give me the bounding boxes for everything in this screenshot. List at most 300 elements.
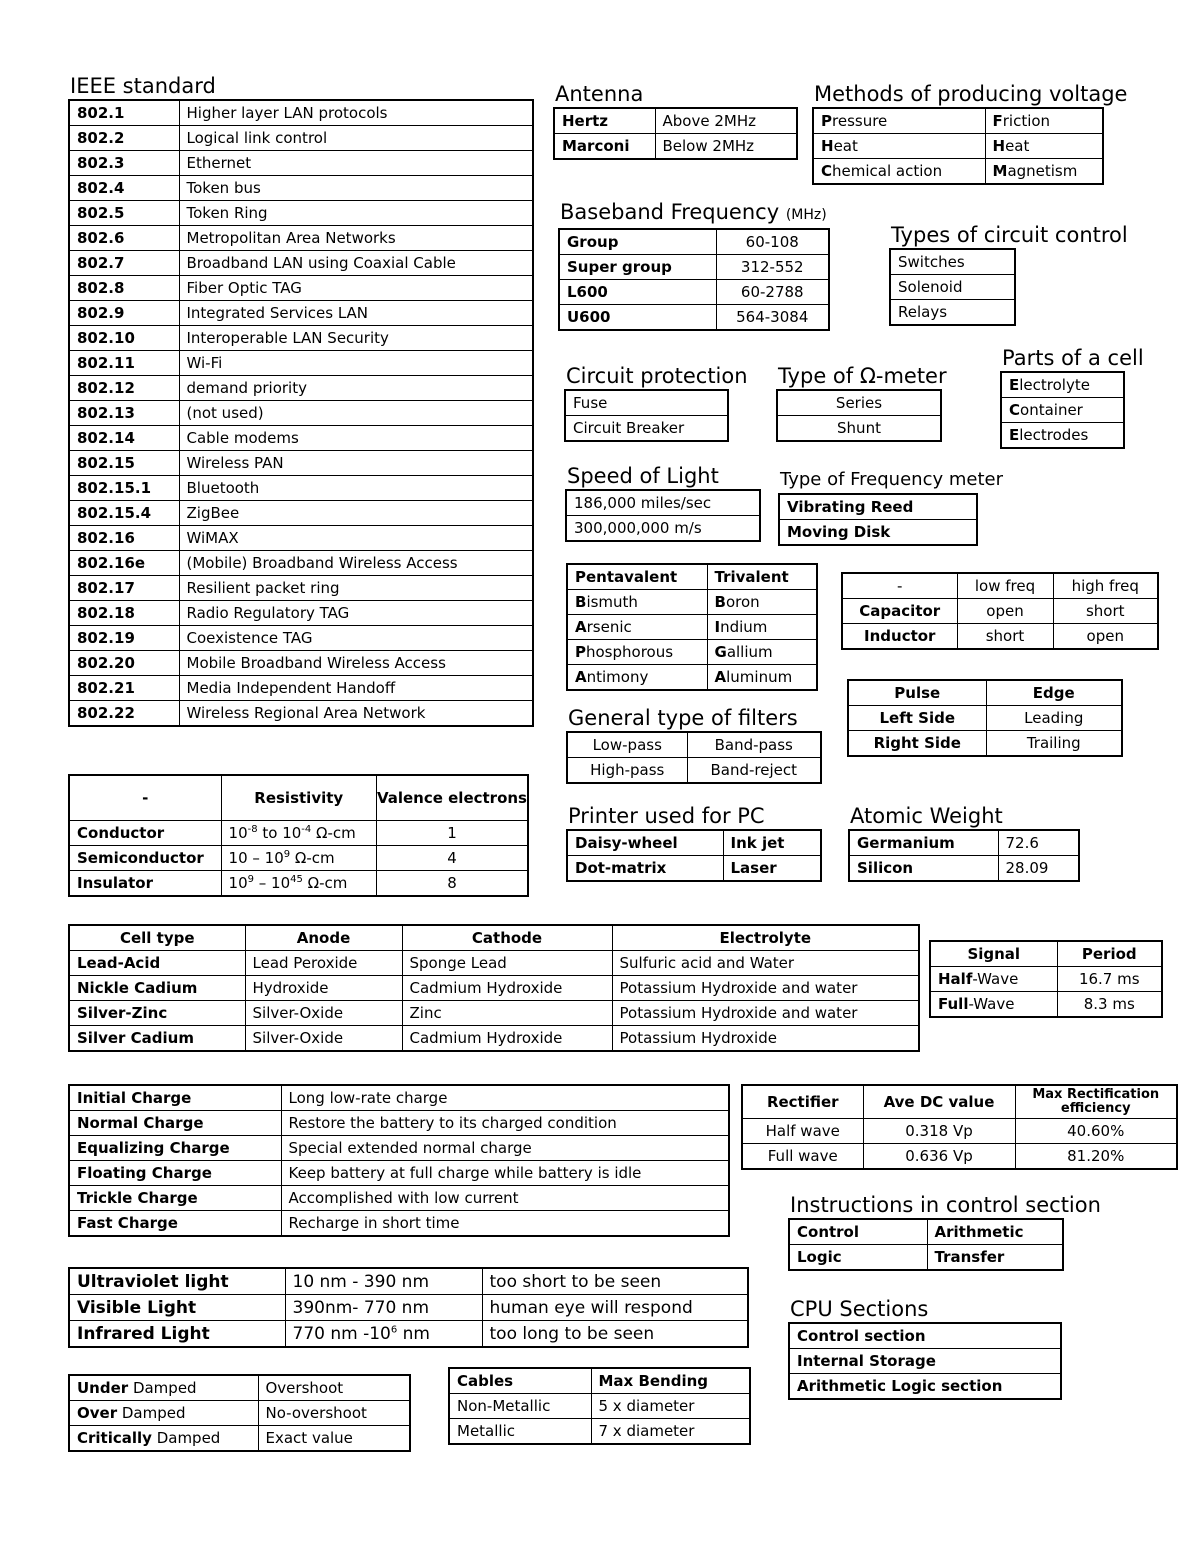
cell-parts-cell: Electrolyte bbox=[1001, 372, 1124, 398]
cells-cell: Cathode bbox=[402, 925, 612, 951]
light-speed-title: Speed of Light bbox=[567, 464, 719, 488]
signal-cell: Full-Wave bbox=[930, 992, 1057, 1018]
materials-cell: 4 bbox=[376, 846, 528, 871]
ieee-cell: 802.16 bbox=[69, 526, 179, 551]
circuit-control-cell: Switches bbox=[890, 249, 1015, 275]
reactance-row bbox=[842, 599, 1158, 624]
cpu-cell: Control section bbox=[789, 1323, 1061, 1349]
ieee-cell: Token Ring bbox=[179, 201, 533, 226]
voltage-row bbox=[813, 134, 1103, 159]
ieee-title: IEEE standard bbox=[70, 74, 216, 98]
ieee-cell: 802.5 bbox=[69, 201, 179, 226]
damping-row bbox=[69, 1375, 410, 1401]
ieee-cell: Wi-Fi bbox=[179, 351, 533, 376]
freq-meter-table bbox=[778, 493, 978, 546]
ieee-cell: Logical link control bbox=[179, 126, 533, 151]
ieee-cell: Coexistence TAG bbox=[179, 626, 533, 651]
atomic-row bbox=[849, 830, 1079, 856]
circuit-control-title: Types of circuit control bbox=[891, 223, 1128, 247]
damping-cell: Critically Damped bbox=[69, 1426, 258, 1452]
ieee-row bbox=[69, 626, 533, 651]
instructions-cell: Arithmetic bbox=[927, 1219, 1063, 1245]
voltage-row bbox=[813, 108, 1103, 134]
cables-section bbox=[448, 1367, 751, 1445]
protection-row bbox=[565, 416, 728, 442]
light-cell: 10 nm - 390 nm bbox=[285, 1268, 482, 1295]
damping-table bbox=[68, 1374, 411, 1452]
valence-table bbox=[566, 563, 818, 691]
cells-cell: Potassium Hydroxide and water bbox=[612, 976, 919, 1001]
baseband-row bbox=[559, 229, 829, 255]
light-speed-row bbox=[566, 516, 760, 542]
cells-cell: Potassium Hydroxide bbox=[612, 1026, 919, 1052]
cables-row bbox=[449, 1394, 750, 1419]
ieee-cell: 802.22 bbox=[69, 701, 179, 727]
cables-cell: Metallic bbox=[449, 1419, 591, 1445]
ieee-cell: 802.16e bbox=[69, 551, 179, 576]
ieee-cell: Media Independent Handoff bbox=[179, 676, 533, 701]
ieee-table bbox=[68, 99, 534, 727]
valence-cell: Indium bbox=[707, 615, 817, 640]
ieee-cell: 802.15.1 bbox=[69, 476, 179, 501]
protection-table bbox=[564, 389, 729, 442]
filters-table bbox=[566, 731, 822, 784]
reactance-cell: open bbox=[957, 599, 1053, 624]
ohmmeter-title: Type of Ω-meter bbox=[778, 364, 947, 388]
valence-row bbox=[567, 665, 817, 691]
charges-cell: Keep battery at full charge while battery is idle bbox=[281, 1161, 729, 1186]
ieee-row bbox=[69, 601, 533, 626]
pulse-cell: Leading bbox=[986, 706, 1122, 731]
baseband-cell: Super group bbox=[559, 255, 716, 280]
cables-row bbox=[449, 1368, 750, 1394]
antenna-cell: Hertz bbox=[554, 108, 655, 134]
atomic-section bbox=[848, 804, 1080, 882]
filters-cell: Band-pass bbox=[687, 732, 821, 758]
pulse-row bbox=[848, 680, 1122, 706]
damping-section bbox=[68, 1374, 411, 1452]
baseband-row bbox=[559, 305, 829, 331]
signal-cell: Signal bbox=[930, 941, 1057, 967]
ieee-row bbox=[69, 526, 533, 551]
valence-section bbox=[566, 563, 818, 691]
ieee-row bbox=[69, 701, 533, 727]
printer-section bbox=[566, 804, 822, 882]
reactance-cell: Inductor bbox=[842, 624, 957, 650]
cpu-section bbox=[788, 1297, 1062, 1400]
antenna-cell: Below 2MHz bbox=[655, 134, 797, 160]
signal-cell: 8.3 ms bbox=[1057, 992, 1162, 1018]
light-row bbox=[69, 1268, 748, 1295]
cells-row bbox=[69, 925, 919, 951]
instructions-section bbox=[788, 1193, 1101, 1271]
voltage-row bbox=[813, 159, 1103, 185]
filters-row bbox=[567, 732, 821, 758]
cells-cell: Silver-Zinc bbox=[69, 1001, 245, 1026]
ieee-cell: 802.3 bbox=[69, 151, 179, 176]
instructions-table bbox=[788, 1218, 1064, 1271]
cables-table bbox=[448, 1367, 751, 1445]
protection-section bbox=[564, 364, 748, 442]
ieee-cell: Bluetooth bbox=[179, 476, 533, 501]
circuit-control-row bbox=[890, 275, 1015, 300]
ieee-row bbox=[69, 126, 533, 151]
rectifier-section bbox=[741, 1084, 1178, 1170]
light-speed-row bbox=[566, 490, 760, 516]
charges-cell: Initial Charge bbox=[69, 1085, 281, 1111]
materials-cell: $10^9 - 10^{45}$ Ω-cm bbox=[221, 871, 376, 897]
materials-cell: Conductor bbox=[69, 821, 221, 846]
ieee-row bbox=[69, 651, 533, 676]
valence-cell: Arsenic bbox=[567, 615, 707, 640]
ieee-cell: 802.19 bbox=[69, 626, 179, 651]
valence-cell: Trivalent bbox=[707, 564, 817, 590]
cells-cell: Anode bbox=[245, 925, 402, 951]
charges-row bbox=[69, 1136, 729, 1161]
valence-row bbox=[567, 615, 817, 640]
cells-cell: Zinc bbox=[402, 1001, 612, 1026]
ieee-row bbox=[69, 476, 533, 501]
ieee-cell: 802.6 bbox=[69, 226, 179, 251]
atomic-table bbox=[848, 829, 1080, 882]
materials-table bbox=[68, 774, 529, 897]
circuit-control-section bbox=[889, 223, 1128, 326]
rectifier-row bbox=[742, 1144, 1177, 1170]
ieee-row bbox=[69, 676, 533, 701]
cpu-row bbox=[789, 1349, 1061, 1374]
ieee-row bbox=[69, 226, 533, 251]
printer-table bbox=[566, 829, 822, 882]
ieee-cell: 802.7 bbox=[69, 251, 179, 276]
ieee-cell: Mobile Broadband Wireless Access bbox=[179, 651, 533, 676]
ieee-cell: demand priority bbox=[179, 376, 533, 401]
valence-row bbox=[567, 590, 817, 615]
ohmmeter-row bbox=[777, 416, 941, 442]
ieee-row bbox=[69, 551, 533, 576]
signal-row bbox=[930, 967, 1162, 992]
ieee-cell: ZigBee bbox=[179, 501, 533, 526]
ieee-cell: 802.15 bbox=[69, 451, 179, 476]
light-cell: Visible Light bbox=[69, 1295, 285, 1321]
instructions-cell: Transfer bbox=[927, 1245, 1063, 1271]
freq-meter-cell: Vibrating Reed bbox=[779, 494, 977, 520]
printer-cell: Laser bbox=[723, 856, 821, 882]
printer-row bbox=[567, 856, 821, 882]
ieee-row bbox=[69, 201, 533, 226]
protection-title: Circuit protection bbox=[566, 364, 748, 388]
rectifier-table bbox=[741, 1084, 1178, 1170]
instructions-cell: Control bbox=[789, 1219, 927, 1245]
reactance-row bbox=[842, 624, 1158, 650]
ieee-row bbox=[69, 376, 533, 401]
cells-table bbox=[68, 924, 920, 1052]
cells-cell: Cadmium Hydroxide bbox=[402, 1026, 612, 1052]
ohmmeter-section bbox=[776, 364, 947, 442]
antenna-row bbox=[554, 108, 797, 134]
atomic-cell: Silicon bbox=[849, 856, 998, 882]
ieee-cell: 802.15.4 bbox=[69, 501, 179, 526]
filters-row bbox=[567, 758, 821, 784]
light-cell: 390nm- 770 nm bbox=[285, 1295, 482, 1321]
printer-title: Printer used for PC bbox=[568, 804, 765, 828]
ieee-cell: Cable modems bbox=[179, 426, 533, 451]
freq-meter-row bbox=[779, 494, 977, 520]
pulse-cell: Left Side bbox=[848, 706, 986, 731]
ieee-section bbox=[68, 74, 534, 727]
ieee-cell: Resilient packet ring bbox=[179, 576, 533, 601]
cpu-cell: Internal Storage bbox=[789, 1349, 1061, 1374]
ohmmeter-row bbox=[777, 390, 941, 416]
materials-row bbox=[69, 821, 528, 846]
baseband-cell: L600 bbox=[559, 280, 716, 305]
baseband-cell: U600 bbox=[559, 305, 716, 331]
valence-cell: Antimony bbox=[567, 665, 707, 691]
ieee-cell: 802.1 bbox=[69, 100, 179, 126]
ieee-row bbox=[69, 301, 533, 326]
cables-cell: 5 x diameter bbox=[591, 1394, 750, 1419]
damping-row bbox=[69, 1426, 410, 1452]
ieee-row bbox=[69, 100, 533, 126]
reactance-cell: short bbox=[1053, 599, 1158, 624]
signal-row bbox=[930, 941, 1162, 967]
materials-cell: $10 - 10^9$ Ω-cm bbox=[221, 846, 376, 871]
cells-section bbox=[68, 924, 920, 1052]
cables-row bbox=[449, 1419, 750, 1445]
ieee-row bbox=[69, 251, 533, 276]
rectifier-row bbox=[742, 1119, 1177, 1144]
ieee-cell: 802.4 bbox=[69, 176, 179, 201]
charges-cell: Special extended normal charge bbox=[281, 1136, 729, 1161]
ieee-row bbox=[69, 501, 533, 526]
reactance-cell: Capacitor bbox=[842, 599, 957, 624]
cells-cell: Cell type bbox=[69, 925, 245, 951]
damping-cell: Overshoot bbox=[258, 1375, 410, 1401]
baseband-cell: 60-2788 bbox=[716, 280, 829, 305]
voltage-cell: Chemical action bbox=[813, 159, 985, 185]
rectifier-cell: 40.60% bbox=[1015, 1119, 1177, 1144]
filters-title: General type of filters bbox=[568, 706, 798, 730]
protection-cell: Circuit Breaker bbox=[565, 416, 728, 442]
filters-cell: Low-pass bbox=[567, 732, 687, 758]
printer-cell: Dot-matrix bbox=[567, 856, 723, 882]
materials-cell: Valence electrons bbox=[376, 775, 528, 821]
ieee-row bbox=[69, 326, 533, 351]
damping-cell: Under Damped bbox=[69, 1375, 258, 1401]
valence-cell: Aluminum bbox=[707, 665, 817, 691]
light-speed-cell: 300,000,000 m/s bbox=[566, 516, 760, 542]
baseband-unit: (MHz) bbox=[785, 207, 827, 223]
protection-row bbox=[565, 390, 728, 416]
cell-parts-cell: Container bbox=[1001, 398, 1124, 423]
rectifier-row bbox=[742, 1085, 1177, 1119]
antenna-row bbox=[554, 134, 797, 160]
cells-cell: Nickle Cadium bbox=[69, 976, 245, 1001]
baseband-title bbox=[560, 200, 830, 227]
light-speed-table bbox=[565, 489, 761, 542]
cell-parts-row bbox=[1001, 423, 1124, 449]
printer-cell: Ink jet bbox=[723, 830, 821, 856]
charges-cell: Trickle Charge bbox=[69, 1186, 281, 1211]
light-cell: Ultraviolet light bbox=[69, 1268, 285, 1295]
freq-meter-row bbox=[779, 520, 977, 546]
ieee-cell: Metropolitan Area Networks bbox=[179, 226, 533, 251]
ieee-cell: Ethernet bbox=[179, 151, 533, 176]
materials-row bbox=[69, 871, 528, 897]
damping-cell: Over Damped bbox=[69, 1401, 258, 1426]
ieee-cell: (Mobile) Broadband Wireless Access bbox=[179, 551, 533, 576]
damping-cell: Exact value bbox=[258, 1426, 410, 1452]
charges-table bbox=[68, 1084, 730, 1237]
cells-cell: Silver Cadium bbox=[69, 1026, 245, 1052]
ieee-row bbox=[69, 351, 533, 376]
cell-parts-table bbox=[1000, 371, 1125, 449]
materials-row bbox=[69, 775, 528, 821]
ieee-cell: 802.9 bbox=[69, 301, 179, 326]
baseband-row bbox=[559, 255, 829, 280]
charges-row bbox=[69, 1085, 729, 1111]
charges-cell: Long low-rate charge bbox=[281, 1085, 729, 1111]
instructions-row bbox=[789, 1219, 1063, 1245]
cells-cell: Lead-Acid bbox=[69, 951, 245, 976]
pulse-row bbox=[848, 706, 1122, 731]
ieee-cell: Higher layer LAN protocols bbox=[179, 100, 533, 126]
baseband-title-text: Baseband Frequency bbox=[560, 200, 780, 224]
ieee-cell: 802.14 bbox=[69, 426, 179, 451]
light-row bbox=[69, 1321, 748, 1348]
printer-cell: Daisy-wheel bbox=[567, 830, 723, 856]
rectifier-cell: 0.636 Vp bbox=[863, 1144, 1015, 1170]
circuit-control-table bbox=[889, 248, 1016, 326]
materials-cell: 8 bbox=[376, 871, 528, 897]
charges-cell: Equalizing Charge bbox=[69, 1136, 281, 1161]
ieee-cell: Fiber Optic TAG bbox=[179, 276, 533, 301]
pulse-row bbox=[848, 731, 1122, 757]
ieee-cell: Radio Regulatory TAG bbox=[179, 601, 533, 626]
damping-row bbox=[69, 1401, 410, 1426]
light-cell: too short to be seen bbox=[482, 1268, 748, 1295]
ohmmeter-cell: Series bbox=[777, 390, 941, 416]
cells-cell: Hydroxide bbox=[245, 976, 402, 1001]
rectifier-cell: Ave DC value bbox=[863, 1085, 1015, 1119]
cell-parts-title: Parts of a cell bbox=[1002, 346, 1144, 370]
charges-cell: Normal Charge bbox=[69, 1111, 281, 1136]
ieee-cell: Token bus bbox=[179, 176, 533, 201]
charges-cell: Fast Charge bbox=[69, 1211, 281, 1237]
signal-cell: 16.7 ms bbox=[1057, 967, 1162, 992]
filters-cell: Band-reject bbox=[687, 758, 821, 784]
circuit-control-row bbox=[890, 249, 1015, 275]
atomic-cell: 72.6 bbox=[998, 830, 1079, 856]
instructions-cell: Logic bbox=[789, 1245, 927, 1271]
filters-section bbox=[566, 706, 822, 784]
valence-cell: Phosphorous bbox=[567, 640, 707, 665]
cpu-row bbox=[789, 1323, 1061, 1349]
light-cell: Infrared Light bbox=[69, 1321, 285, 1348]
ieee-cell: Broadband LAN using Coaxial Cable bbox=[179, 251, 533, 276]
voltage-cell: Pressure bbox=[813, 108, 985, 134]
antenna-cell: Above 2MHz bbox=[655, 108, 797, 134]
ieee-cell: Wireless PAN bbox=[179, 451, 533, 476]
pulse-cell: Trailing bbox=[986, 731, 1122, 757]
baseband-section bbox=[558, 200, 830, 331]
voltage-cell: Heat bbox=[813, 134, 985, 159]
ohmmeter-cell: Shunt bbox=[777, 416, 941, 442]
baseband-table bbox=[558, 228, 830, 331]
ieee-cell: 802.20 bbox=[69, 651, 179, 676]
materials-cell: Insulator bbox=[69, 871, 221, 897]
cpu-title: CPU Sections bbox=[790, 1297, 929, 1321]
cells-cell: Cadmium Hydroxide bbox=[402, 976, 612, 1001]
valence-row bbox=[567, 564, 817, 590]
charges-section bbox=[68, 1084, 730, 1237]
instructions-row bbox=[789, 1245, 1063, 1271]
ieee-row bbox=[69, 151, 533, 176]
ieee-cell: 802.12 bbox=[69, 376, 179, 401]
cells-row bbox=[69, 976, 919, 1001]
cells-cell: Silver-Oxide bbox=[245, 1026, 402, 1052]
cables-cell: Non-Metallic bbox=[449, 1394, 591, 1419]
signal-cell: Period bbox=[1057, 941, 1162, 967]
cpu-row bbox=[789, 1374, 1061, 1400]
ieee-row bbox=[69, 276, 533, 301]
materials-cell: Semiconductor bbox=[69, 846, 221, 871]
cell-parts-row bbox=[1001, 398, 1124, 423]
pulse-cell: Right Side bbox=[848, 731, 986, 757]
ieee-cell: Wireless Regional Area Network bbox=[179, 701, 533, 727]
voltage-cell: Heat bbox=[985, 134, 1103, 159]
instructions-title: Instructions in control section bbox=[790, 1193, 1101, 1217]
rectifier-cell: Full wave bbox=[742, 1144, 863, 1170]
atomic-row bbox=[849, 856, 1079, 882]
ohmmeter-table bbox=[776, 389, 942, 442]
cells-cell: Potassium Hydroxide and water bbox=[612, 1001, 919, 1026]
baseband-cell: 564-3084 bbox=[716, 305, 829, 331]
ieee-cell: (not used) bbox=[179, 401, 533, 426]
voltage-cell: Friction bbox=[985, 108, 1103, 134]
cells-row bbox=[69, 951, 919, 976]
light-section bbox=[68, 1267, 749, 1348]
cell-parts-cell: Electrodes bbox=[1001, 423, 1124, 449]
circuit-control-cell: Relays bbox=[890, 300, 1015, 326]
antenna-title: Antenna bbox=[555, 82, 644, 106]
baseband-row bbox=[559, 280, 829, 305]
cells-cell: Lead Peroxide bbox=[245, 951, 402, 976]
voltage-section bbox=[812, 82, 1127, 185]
signal-row bbox=[930, 992, 1162, 1018]
reactance-cell: low freq bbox=[957, 573, 1053, 599]
light-cell: too long to be seen bbox=[482, 1321, 748, 1348]
ieee-cell: WiMAX bbox=[179, 526, 533, 551]
light-row bbox=[69, 1295, 748, 1321]
rectifier-cell: Rectifier bbox=[742, 1085, 863, 1119]
charges-cell: Restore the battery to its charged condition bbox=[281, 1111, 729, 1136]
ieee-row bbox=[69, 426, 533, 451]
freq-meter-title: Type of Frequency meter bbox=[780, 469, 1003, 490]
protection-cell: Fuse bbox=[565, 390, 728, 416]
ieee-cell: 802.17 bbox=[69, 576, 179, 601]
cells-row bbox=[69, 1026, 919, 1052]
cpu-table bbox=[788, 1322, 1062, 1400]
ieee-row bbox=[69, 451, 533, 476]
ieee-cell: Integrated Services LAN bbox=[179, 301, 533, 326]
valence-cell: Pentavalent bbox=[567, 564, 707, 590]
cables-cell: 7 x diameter bbox=[591, 1419, 750, 1445]
ieee-cell: 802.10 bbox=[69, 326, 179, 351]
cells-cell: Sulfuric acid and Water bbox=[612, 951, 919, 976]
voltage-table bbox=[812, 107, 1104, 185]
valence-row bbox=[567, 640, 817, 665]
valence-cell: Bismuth bbox=[567, 590, 707, 615]
